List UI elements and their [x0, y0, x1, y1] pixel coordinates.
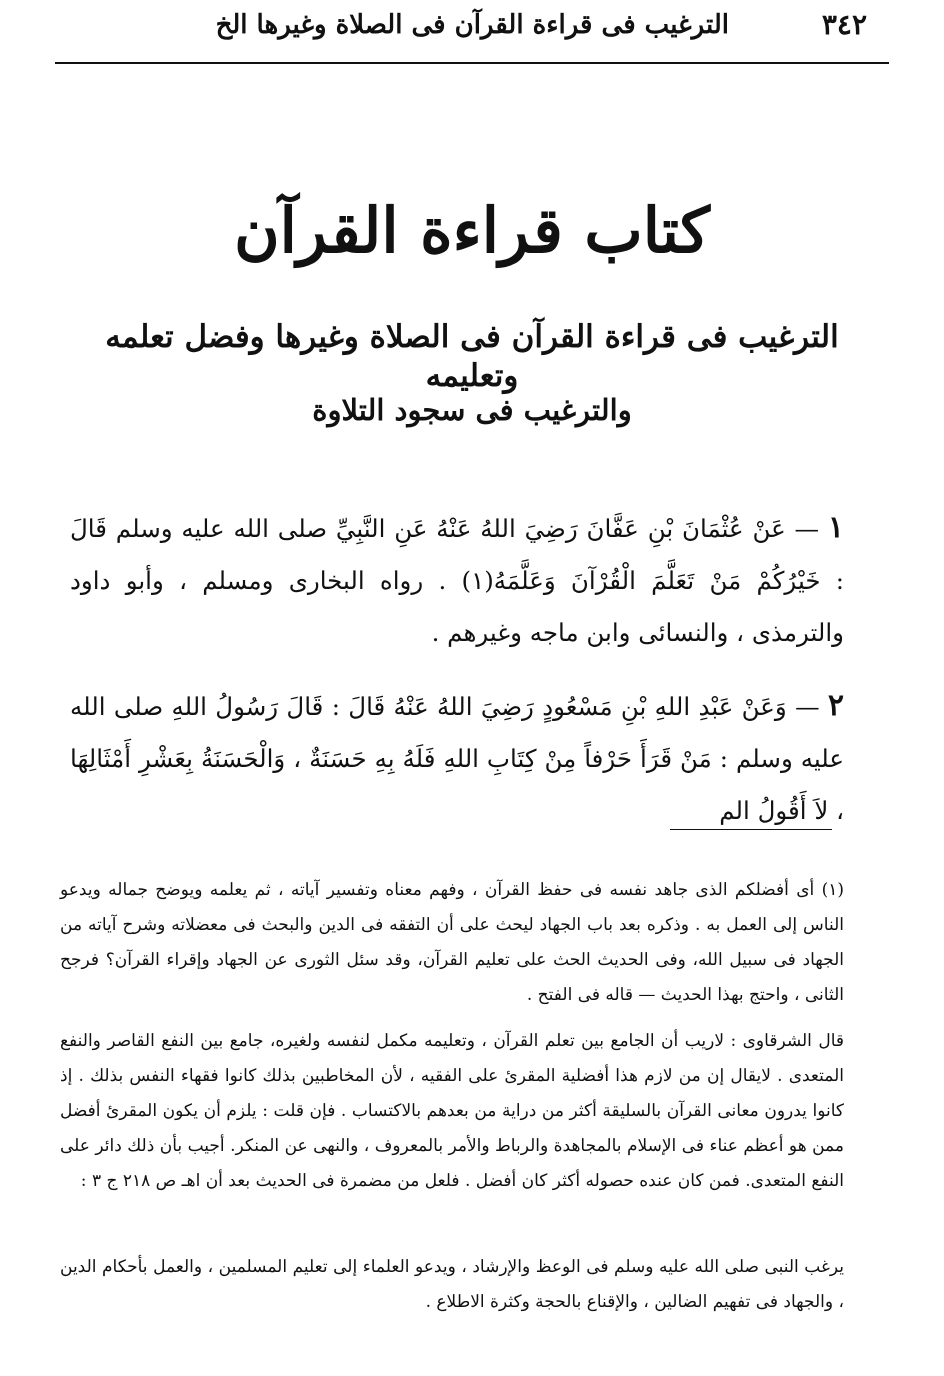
chapter-heading: الترغيب فى قراءة القرآن فى الصلاة وغيرها وفضل تعلمه وتعليمه	[105, 319, 839, 394]
hadith-1	[70, 502, 844, 659]
hadith-text: — عَنْ عُثْمَانَ بْنِ عَفَّانَ رَضِيَ اللهُ عَنْهُ عَنِ النَّبِيِّ صلى الله عليه وسلم قَالَ : خَيْرُكُمْ مَنْ تَعَلَّمَ الْقُرْآنَ وَعَلَّمَهُ(١) . رواه البخارى ومسلم ، وأبو داود والترمذى ، والنسائى وابن ماجه وغيرهم .	[70, 514, 844, 647]
chapter-heading-line-2: والترغيب فى سجود التلاوة	[312, 393, 632, 427]
hadith-number: ١	[827, 510, 844, 545]
book-title: كتاب قراءة القرآن	[234, 194, 710, 267]
hadith-number: ٢	[827, 688, 844, 723]
page-number: ٣٤٢	[821, 8, 867, 41]
footnote-summary: يرغب النبى صلى الله عليه وسلم فى الوعظ والإرشاد ، ويدعو العلماء إلى تعليم المسلمين ، والعمل بأحكام الدين ، والجهاد فى تفهيم الضالين ، والإقناع بالحجة وكثرة الاطلاع .	[60, 1257, 844, 1312]
footnote-divider	[670, 829, 832, 830]
hadith-text: — وَعَنْ عَبْدِ اللهِ بْنِ مَسْعُودٍ رَضِيَ اللهُ عَنْهُ قَالَ : قَالَ رَسُولُ اللهِ صلى الله عليه وسلم : مَنْ قَرَأَ حَرْفاً مِنْ كِتَابِ اللهِ فَلَهُ بِهِ حَسَنَةٌ ، وَالْحَسَنَةُ بِعَشْرِ أَمْثَالِهَا ، لاَ أَقُولُ الم	[70, 692, 844, 825]
footnote-commentary: قال الشرقاوى : لاريب أن الجامع بين تعلم القرآن ، وتعليمه مكمل لنفسه ولغيره، جامع بين النفع القاصر والنفع المتعدى . لايقال إن من لازم هذا أفضلية المقرئ على الفقيه ، لأن المخاطبين بذلك كانوا فقهاء النفس بذلك . إذ كانوا يدرون معانى القرآن بالسليقة أكثر من دراية من بعدهم بالاكتساب . فإن قلت : يلزم أن يكون المقرئ أفضل ممن هو أعظم عناء فى الإسلام بالمجاهدة والرباط والأمر بالمعروف ، والنهى عن المنكر. أجيب بأن ذلك دائر على النفع المتعدى. فمن كان عنده حصوله أكثر كان أفضل . فلعل من مضمرة فى الحديث بعد أن اهـ ص ٢١٨ ج ٣ :	[60, 1031, 844, 1191]
hadith-2	[70, 680, 844, 837]
running-header	[55, 6, 889, 64]
running-title: الترغيب فى قراءة القرآن فى الصلاة وغيرها الخ	[215, 10, 729, 40]
footnote-1: (١) أى أفضلكم الذى جاهد نفسه فى حفظ القرآن ، وفهم معناه وتفسير آياته ، ثم يعلمه ويوضح جماله ويدعو الناس إلى العمل به . وذكره بعد باب الجهاد ليحث على أن التفقه فى الدين والبحث فى معضلاته وشرح آياته من الجهاد فى سبيل الله، وفى الحديث الحث على تعليم القرآن، وقد سئل الثورى عن الجهاد وإقراء القرآن؟ فرجح الثانى ، واحتج بهذا الحديث — قاله فى الفتح .	[60, 880, 844, 1005]
